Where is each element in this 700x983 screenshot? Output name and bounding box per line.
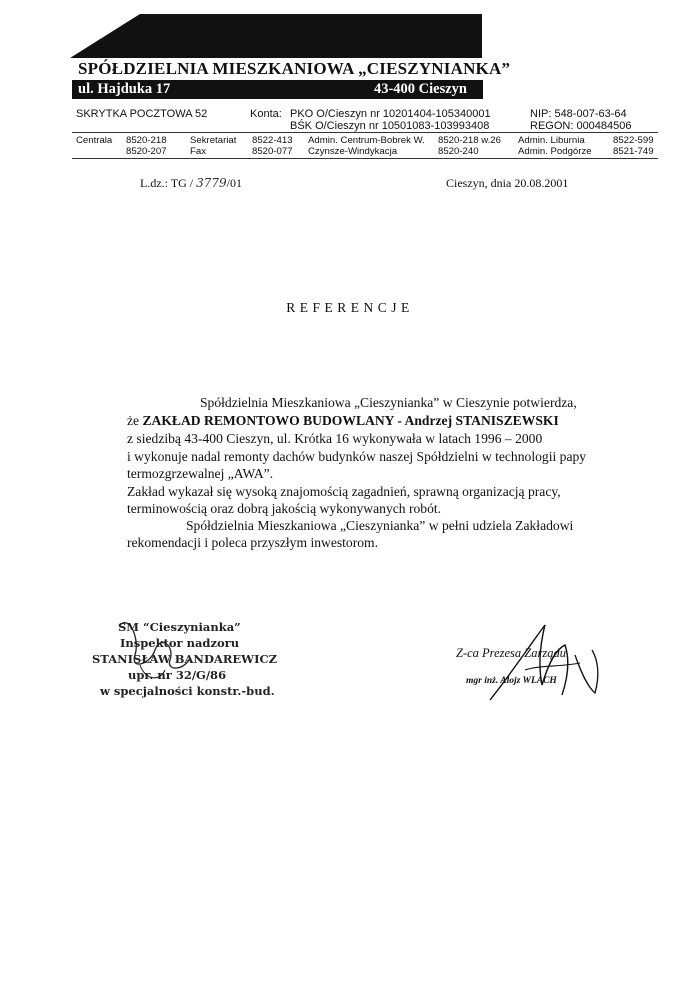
body-line-7: terminowością oraz dobrą jakością wykonywanych robót. (127, 501, 442, 516)
po-box: SKRYTKA POCZTOWA 52 (76, 108, 208, 120)
accounts-label: Konta: (250, 108, 282, 120)
stamp-left-line-4: upr. nr 32/G/86 (128, 668, 227, 682)
phone-admin-centrum-label: Admin. Centrum-Bobrek W. (308, 135, 425, 146)
letterhead-roof-graphic (70, 10, 490, 60)
stamp-left-line-3: STANISŁAW BANDAREWICZ (92, 652, 277, 666)
account-pko: PKO O/Cieszyn nr 10201404-105340001 (290, 108, 491, 120)
body-line-5: termozgrzewalnej „AWA”. (127, 466, 274, 481)
stamp-left-line-2: Inspektor nadzoru (120, 636, 240, 650)
stamp-right-line-2: mgr inż. Alojz WLACH (466, 676, 557, 686)
address-bar (72, 80, 483, 99)
body-line-1: Spółdzielnia Mieszkaniowa „Cieszynianka” w Cieszynie potwierdza, (200, 395, 577, 410)
city-postcode: 43-400 Cieszyn (373, 81, 467, 97)
left-signature-scribble (110, 610, 250, 700)
phone-admin-centrum-number: 8520-218 w.26 (438, 135, 501, 146)
stamp-left-line-1: SM “Cieszynianka” (118, 620, 241, 634)
phone-sekretariat-number: 8522-413 (252, 135, 293, 146)
phone-admin-liburnia-label: Admin. Liburnia (518, 135, 585, 146)
phone-centrala-1: 8520-218 (126, 135, 167, 146)
phone-czynsze-number: 8520-240 (438, 146, 479, 157)
account-bsk: BŚK O/Cieszyn nr 10501083-103993408 (290, 120, 490, 132)
header-divider-bottom (72, 158, 658, 159)
place-and-date: Cieszyn, dnia 20.08.2001 (446, 176, 569, 190)
body-line-6: Zakład wykazał się wysoką znajomością zagadnień, sprawną organizacją pracy, (127, 484, 561, 499)
right-signature-scribble (470, 615, 620, 705)
phone-sekretariat-label: Sekretariat (190, 135, 237, 146)
phone-admin-liburnia-number: 8522-599 (613, 135, 654, 146)
phone-admin-podgorze-number: 8521-749 (613, 146, 654, 157)
street-address: ul. Hajduka 17 (78, 81, 171, 97)
phone-czynsze-label: Czynsze-Windykacja (308, 146, 398, 157)
stamp-right-line-1: Z-ca Prezesa Zarządu (456, 646, 566, 660)
reference-number (140, 176, 242, 191)
body-line-3: z siedzibą 43-400 Cieszyn, ul. Krótka 16 wykonywała w latach 1996 – 2000 (127, 431, 543, 446)
nip-number: NIP: 548-007-63-64 (530, 108, 627, 120)
body-line-4: i wykonuje nadal remonty dachów budynków naszej Spółdzielni w technologii papy (127, 449, 587, 464)
company-name: ZAKŁAD REMONTOWO BUDOWLANY - Andrzej STANISZEWSKI (142, 413, 559, 428)
phone-centrala-2: 8520-207 (126, 146, 167, 157)
header-divider-top (72, 132, 658, 133)
phone-centrala-label: Centrala (76, 135, 113, 146)
regon-number: REGON: 000484506 (530, 120, 632, 132)
body-line-2-prefix: że (127, 413, 143, 428)
organization-name: SPÓŁDZIELNIA MIESZKANIOWA „CIESZYNIANKA” (78, 59, 511, 78)
body-line-8: Spółdzielnia Mieszkaniowa „Cieszynianka” w pełni udziela Zakładowi (186, 518, 574, 533)
reference-handwritten: 3779 (196, 176, 227, 190)
reference-suffix: /01 (226, 176, 242, 190)
phone-fax-label: Fax (190, 146, 206, 157)
phone-fax-number: 8520-077 (252, 146, 293, 157)
phone-admin-podgorze-label: Admin. Podgórze (518, 146, 592, 157)
document-title: REFERENCJE (286, 300, 414, 315)
body-line-9: rekomendacji i poleca przyszłym inwestorom. (127, 535, 379, 550)
stamp-left-line-5: w specjalności konstr.-bud. (100, 684, 275, 698)
body-line-2 (127, 413, 559, 429)
reference-prefix: L.dz.: TG / (140, 176, 197, 190)
